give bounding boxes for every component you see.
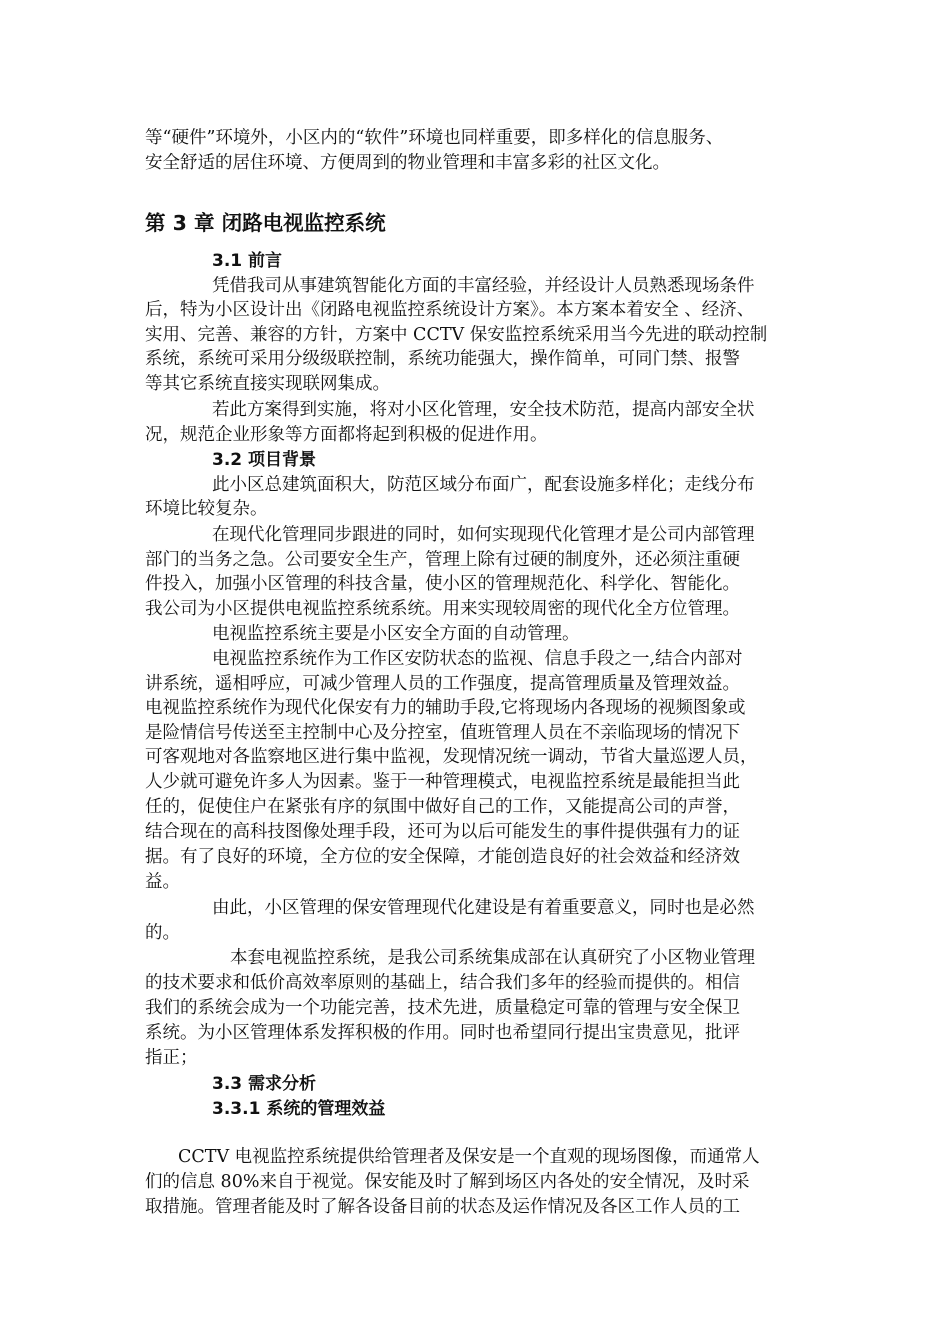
paragraph-line: 系统，系统可采用分级级联控制，系统功能强大，操作简单，可同门禁、报警 bbox=[145, 349, 740, 369]
paragraph-line: 指正； bbox=[145, 1048, 198, 1068]
intro-line-1: 等“硬件”环境外，小区内的“软件”环境也同样重要，即多样化的信息服务、 bbox=[145, 128, 724, 148]
paragraph-line: 凭借我司从事建筑智能化方面的丰富经验，并经设计人员熟悉现场条件 bbox=[212, 276, 755, 296]
section-heading-3-2: 3.2 项目背景 bbox=[212, 450, 317, 470]
paragraph-line: 系统。为小区管理体系发挥积极的作用。同时也希望同行提出宝贵意见，批评 bbox=[145, 1023, 740, 1043]
intro-line-2: 安全舒适的居住环境、方便周到的物业管理和丰富多彩的社区文化。 bbox=[145, 153, 670, 173]
paragraph-line: 等其它系统直接实现联网集成。 bbox=[145, 374, 390, 394]
paragraph-line: 可客观地对各监察地区进行集中监视，发现情况统一调动，节省大量巡逻人员， bbox=[145, 747, 758, 767]
paragraph-line: 此小区总建筑面积大，防范区域分布面广，配套设施多样化；走线分布 bbox=[212, 475, 755, 495]
paragraph-line: 由此，小区管理的保安管理现代化建设是有着重要意义，同时也是必然 bbox=[212, 898, 755, 918]
paragraph-line: 若此方案得到实施，将对小区化管理，安全技术防范，提高内部安全状 bbox=[212, 400, 755, 420]
paragraph-line: 们的信息 80%来自于视觉。保安能及时了解到场区内各处的安全情况，及时采 bbox=[145, 1172, 750, 1192]
paragraph-line: 本套电视监控系统，是我公司系统集成部在认真研究了小区物业管理 bbox=[230, 948, 755, 968]
paragraph-line: 益。 bbox=[145, 872, 180, 892]
paragraph-line: 环境比较复杂。 bbox=[145, 499, 268, 519]
paragraph-line: 实用、完善、兼容的方针，方案中 CCTV 保安监控系统采用当今先进的联动控制 bbox=[145, 325, 768, 345]
paragraph-line: 的技术要求和低价高效率原则的基础上，结合我们多年的经验而提供的。相信 bbox=[145, 973, 740, 993]
chapter-title: 第 3 章 闭路电视监控系统 bbox=[145, 211, 386, 235]
paragraph-line: 结合现在的高科技图像处理手段，还可为以后可能发生的事件提供强有力的证 bbox=[145, 822, 740, 842]
paragraph-line: 况，规范企业形象等方面都将起到积极的促进作用。 bbox=[145, 425, 548, 445]
paragraph-line: 是险情信号传送至主控制中心及分控室，值班管理人员在不亲临现场的情况下 bbox=[145, 723, 740, 743]
paragraph-line: 件投入，加强小区管理的科技含量，使小区的管理规范化、科学化、智能化。 bbox=[145, 574, 740, 594]
section-heading-3-3-1: 3.3.1 系统的管理效益 bbox=[212, 1099, 386, 1119]
paragraph-line: 任的，促使住户在紧张有序的氛围中做好自己的工作，又能提高公司的声誉， bbox=[145, 797, 740, 817]
paragraph-line: 讲系统，遥相呼应，可减少管理人员的工作强度，提高管理质量及管理效益。 bbox=[145, 674, 740, 694]
paragraph-line: 取措施。管理者能及时了解各设备目前的状态及运作情况及各区工作人员的工 bbox=[145, 1197, 740, 1217]
paragraph-line: 电视监控系统作为工作区安防状态的监视、信息手段之一,结合内部对 bbox=[212, 649, 743, 669]
paragraph-line: 据。有了良好的环境，全方位的安全保障，才能创造良好的社会效益和经济效 bbox=[145, 847, 740, 867]
section-heading-3-3: 3.3 需求分析 bbox=[212, 1074, 317, 1094]
paragraph-line: 的。 bbox=[145, 923, 180, 943]
paragraph-line: 在现代化管理同步跟进的同时，如何实现现代化管理才是公司内部管理 bbox=[212, 525, 755, 545]
section-heading-3-1: 3.1 前言 bbox=[212, 251, 283, 271]
paragraph-line: 电视监控系统主要是小区安全方面的自动管理。 bbox=[212, 624, 580, 644]
paragraph-line: 后，特为小区设计出《闭路电视监控系统设计方案》。本方案本着安全 、经济、 bbox=[145, 300, 755, 320]
paragraph-line: 人少就可避免许多人为因素。鉴于一种管理模式，电视监控系统是最能担当此 bbox=[145, 772, 740, 792]
paragraph-line: CCTV 电视监控系统提供给管理者及保安是一个直观的现场图像，而通常人 bbox=[178, 1147, 760, 1167]
paragraph-line: 电视监控系统作为现代化保安有力的辅助手段,它将现场内各现场的视频图象或 bbox=[145, 698, 746, 718]
paragraph-line: 我们的系统会成为一个功能完善，技术先进，质量稳定可靠的管理与安全保卫 bbox=[145, 998, 740, 1018]
paragraph-line: 部门的当务之急。公司要安全生产，管理上除有过硬的制度外，还必须注重硬 bbox=[145, 550, 740, 570]
paragraph-line: 我公司为小区提供电视监控系统系统。用来实现较周密的现代化全方位管理。 bbox=[145, 599, 740, 619]
